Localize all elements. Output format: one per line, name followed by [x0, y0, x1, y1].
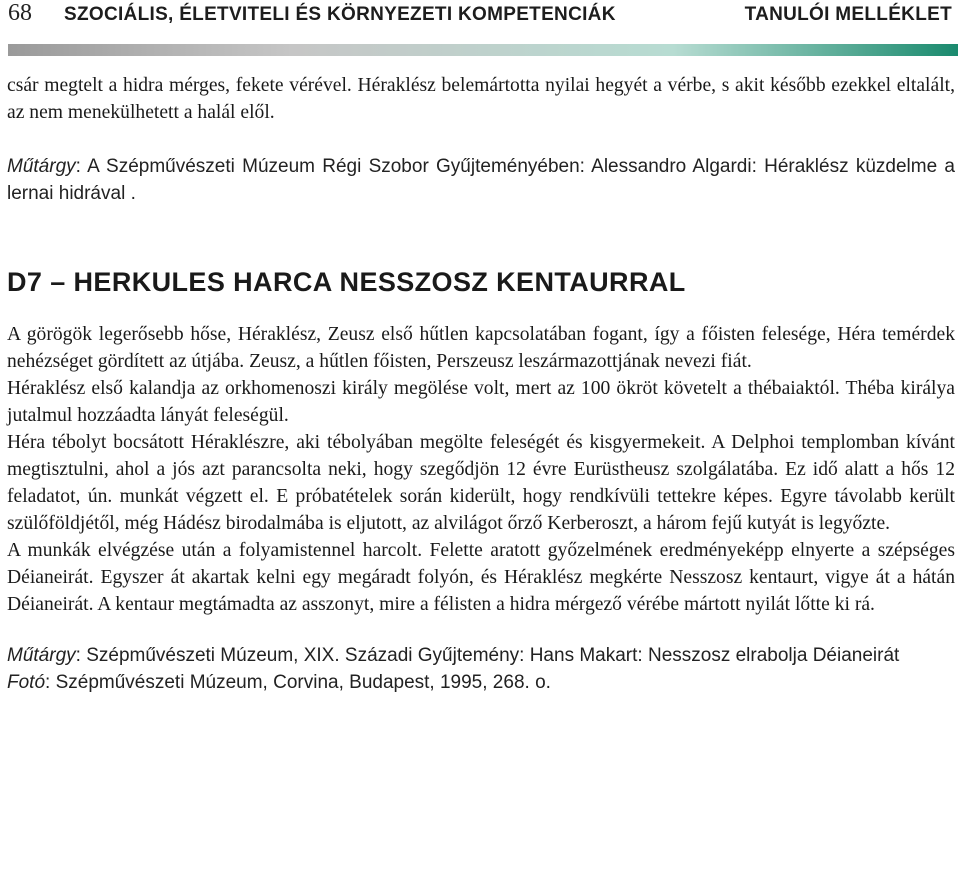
header-appendix-title: TANULÓI MELLÉKLET: [744, 4, 952, 25]
page-header: [0, 0, 960, 30]
body-paragraph: Héra tébolyt bocsátott Héraklészre, aki tébolyában megölte feleségét és kisgyermekeit. A Delphoi templomban kívánt megtisztulni, ahol a jós azt parancsolta neki, hogy szegődjön 12 évre Eurüstheusz szolgálatába. Ez idő alatt a hős 12 feladatot, ún. munkát végzett el. E próbatételek során kiderült, hogy rendkívüli tettekre képes. Egyre távolabb került szülőföldjétől, még Hádész birodalmába is eljutott, az alvilágot őrző Kerberoszt, a három fejű kutyát is legyőzte.: [7, 432, 955, 534]
artwork-caption-2: [7, 642, 955, 669]
body-paragraph: A görögök legerősebb hőse, Héraklész, Zeusz első hűtlen kapcsolatában fogant, így a főisten felesége, Héra temérdek nehézséget gördített az útjába. Zeusz, a hűtlen főisten, Perszeusz leszármazottjának nevezi fiát.: [7, 324, 955, 372]
artwork-label: Műtárgy: [7, 645, 76, 666]
artwork-label: Műtárgy: [7, 156, 76, 177]
intro-paragraph: csár megtelt a hidra mérges, fekete vérével. Héraklész belemártotta nyilai hegyét a vérbe, s akit később ezekkel eltalált, az nem menekülhetett a halál elől.: [7, 75, 955, 123]
artwork-text: : A Szépművészeti Múzeum Régi Szobor Gyűjteményében: Alessandro Algardi: Héraklész küzdelme a lernai hidrával .: [7, 156, 955, 204]
header-divider: [8, 44, 958, 56]
artwork-caption-1: [7, 153, 955, 207]
header-section-title: SZOCIÁLIS, ÉLETVITELI ÉS KÖRNYEZETI KOMPETENCIÁK: [64, 4, 616, 25]
body-paragraph: A munkák elvégzése után a folyamistennel harcolt. Felette aratott győzelmének eredményeképp elnyerte a szépséges Déianeirát. Egyszer át akartak kelni egy megáradt folyón, és Héraklész megkérte Nesszosz kentaurt, vigye át a hátán Déianeirát. A kentaur megtámadta az asszonyt, mire a félisten a hidra mérgező vérébe mártott nyilát lőtte ki rá.: [7, 540, 955, 615]
page-content: [7, 72, 955, 696]
body-paragraph: Héraklész első kalandja az orkhomenoszi király megölése volt, mert az 100 ökröt követelt a thébaiaktól. Thébа királya jutalmul hozzáadta lányát feleségül.: [7, 378, 955, 426]
photo-credit: [7, 669, 955, 696]
page-number: 68: [8, 0, 32, 26]
artwork-text: : Szépművészeti Múzeum, XIX. Századi Gyűjtemény: Hans Makart: Nesszosz elrabolja Déianeirát: [75, 645, 900, 666]
photo-text: : Szépművészeti Múzeum, Corvina, Budapest, 1995, 268. o.: [45, 672, 551, 693]
photo-label: Fotó: [7, 672, 46, 693]
section-title: D7 – HERKULES HARCA NESSZOSZ KENTAURRAL: [7, 267, 686, 297]
